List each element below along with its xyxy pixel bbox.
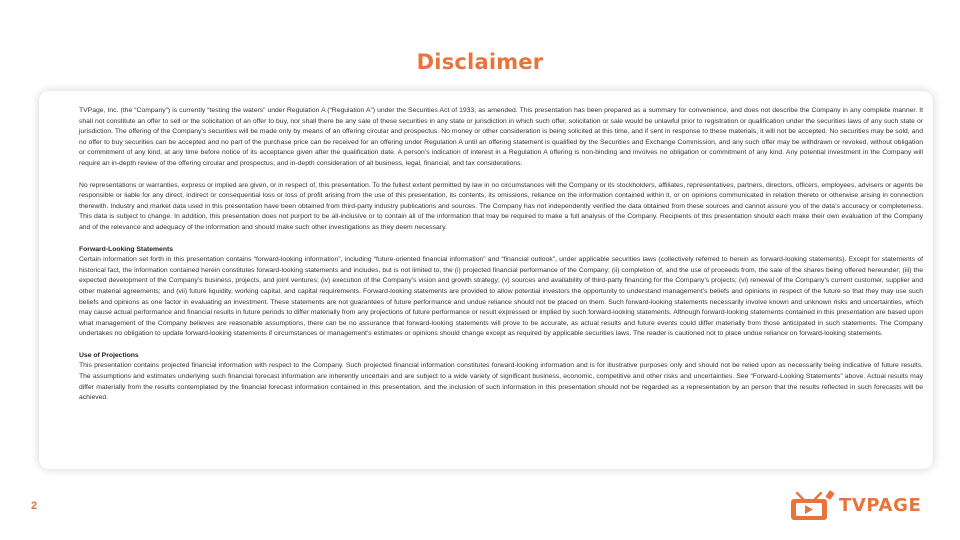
paragraph-gap bbox=[79, 234, 923, 245]
paragraph-gap bbox=[79, 340, 923, 351]
intro-paragraph-1: TVPage, Inc. (the “Company”) is currently “testing the waters” under Regulation A (“Regulation A”) under the Securities Act of 1933, as amended. This presentation has been prepared as a summary for convenience, and does not describe the Company in any complete manner. It shall not constitute an offer to sell or the solicitation of an offer to buy, nor shall there be any sale of these securities in any state or jurisdiction in which such offer, solicitation or sale would be unlawful prior to registration or qualification under the securities laws of any such state or jurisdiction. The offering of the Company’s securities will be made only by means of an offering circular and prospectus. No money or other consideration is being solicited at this time, and if sent in response to these materials, it will not be accepted. No securities may be sold, and no offer to buy securities can be accepted and no part of the purchase price can be received for an offering under Regulation A until an offering statement is qualified by the Securities and Exchange Commission, and any such offer may be withdrawn or revoked, without obligation or commitment of any kind, at any time before notice of its acceptance given after the qualification date. A person’s indication of interest in a Regulation A offering is non-binding and involves no obligation or commitment of any kind. Any potential investment in the Company will require an in-depth review of the offering circular and prospectus, and in-depth consideration of all business, legal, financial, and tax considerations. bbox=[79, 107, 923, 167]
disclaimer-card bbox=[39, 91, 933, 469]
logo-text: TVPAGE bbox=[839, 495, 922, 516]
intro-paragraph-2: No representations or warranties, express or implied are given, or in respect of, this presentation. To the fullest extent permitted by law in no circumstances will the Company or its stockholders, affiliates, representatives, partners, directors, officers, employees, advisers or agents be responsible or liable for any direct, indirect or consequential loss or loss of profit arising from the use of this presentation, its contents, its omissions, reliance on the information contained within it, or on opinions communicated in relation thereto or otherwise arising in connection therewith. Industry and market data used in this presentation have been obtained from third-party industry publications and sources. The Company has not independently verified the data obtained from these sources and cannot assure you of the data’s accuracy or completeness. This data is subject to change. In addition, this presentation does not purport to be all-inclusive or to contain all of the information that may be required to make a full analysis of the Company. Recipients of this presentation should each make their own evaluation of the Company and of the relevance and adequacy of the information and should make such other investigations as they deem necessary. bbox=[79, 181, 923, 231]
paragraph-gap bbox=[79, 170, 923, 181]
forward-looking-heading: Forward-Looking Statements bbox=[79, 245, 174, 253]
forward-looking-body: Certain information set forth in this presentation contains “forward-looking information”, including “future-oriented financial information” and “financial outlook”, under applicable securities laws (collectively referred to herein as forward-looking statements). Except for statements of historical fact, the information contained herein constitutes forward-looking statements and includes, but is not limited to, the (i) projected financial performance of the Company; (ii) completion of, and the use of proceeds from, the sale of the shares being offered hereunder; (iii) the expected development of the Company’s business, projects, and joint ventures; (iv) execution of the Company’s vision and growth strategy; (v) sources and availability of third-party financing for the Company’s projects; (vi) renewal of the Company’s current customer, supplier and other material agreements; and (vii) future liquidity, working capital, and capital requirements. Forward-looking statements are provided to allow potential investors the opportunity to understand management’s beliefs and opinions in respect of the future so that they may use such beliefs and opinions as one factor in evaluating an investment. These statements are not guarantees of future performance and undue reliance should not be placed on them. Such forward-looking statements necessarily involve known and unknown risks and uncertainties, which may cause actual performance and financial results in future periods to differ materially from any projections of future performance or result expressed or implied by such forward-looking statements. Although forward-looking statements contained in this presentation are based upon what management of the Company believes are reasonable assumptions, there can be no assurance that forward-looking statements will prove to be accurate, as actual results and future events could differ materially from those anticipated in such statements. The Company undertakes no obligation to update forward-looking statements if circumstances or management’s estimates or opinions should change except as required by applicable securities laws. The reader is cautioned not to place undue reliance on forward-looking statements. bbox=[79, 256, 923, 338]
projections-heading: Use of Projections bbox=[79, 351, 139, 359]
page-number: 2 bbox=[31, 500, 38, 512]
tvpage-logo bbox=[789, 490, 924, 524]
page-title: Disclaimer bbox=[416, 50, 544, 74]
tv-play-icon bbox=[789, 490, 835, 522]
projections-body: This presentation contains projected financial information with respect to the Company. Such projected financial information constitutes forward-looking information and is for illustrative purposes only and should not be relied upon as necessarily being indicative of future results. The assumptions and estimates underlying such financial forecast information are inherently uncertain and are subject to a wide variety of significant business, economic, competitive and other risks and uncertainties. See “Forward-Looking Statements” above. Actual results may differ materially from the results contemplated by the financial forecast information contained in this presentation, and the inclusion of such information in this presentation should not be regarded as a representation by an person that the results reflected in such forecasts will be achieved. bbox=[79, 362, 923, 402]
